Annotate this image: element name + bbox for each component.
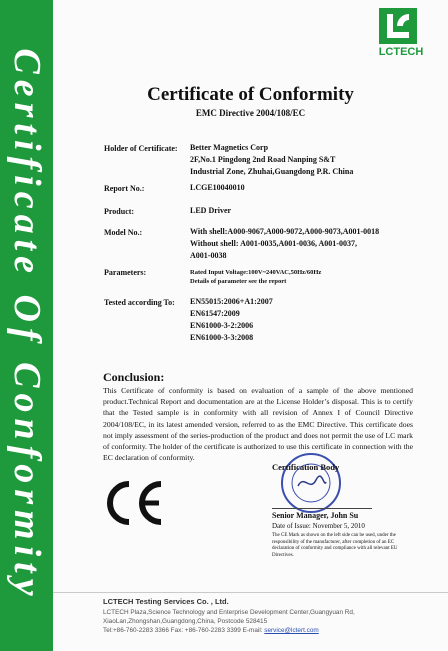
holder-line: 2F,No.1 Pingdong 2nd Road Nanping S&T (190, 155, 336, 164)
product-value: LED Driver (190, 206, 232, 215)
model-value (190, 226, 379, 262)
conclusion-text: This Certificate of conformity is based on evaluation of a sample of the above mentioned product.Technical Report and documentation are at the License Holder’s disposal. This is to certify that the Tested sample is in conformity with all revision of Annex I of Council Directive 2004/108/EC, in its latest amended version, referred to as the EMC Directive. This certificate does not imply assessment of the series-production of the product and does not permit the use of LC mark of conformity. The holder of the certificate is authorized to use this certificate in connection with the EC declaration of conformity. (103, 386, 413, 463)
parameters-value (190, 268, 321, 286)
lctech-logo-icon (379, 8, 417, 44)
footer-contact-text: Tel:+86-760-2283 3366 Fax: +86-760-2283 3399 E-mail: (103, 627, 265, 634)
certification-body-label: Certification Body (272, 462, 340, 472)
holder-line: Industrial Zone, Zhuhai,Guangdong P.R. China (190, 167, 354, 176)
model-label: Model No.: (104, 228, 143, 237)
holder-line: Better Magnetics Corp (190, 143, 269, 152)
footer-address-1: LCTECH Plaza,Science Technology and Enterprise Development Center,Guangyuan Rd, (103, 609, 355, 616)
tested-label: Tested according To: (104, 298, 175, 307)
standard-line: EN55015:2006+A1:2007 (190, 297, 273, 306)
footer-address-2: XiaoLan,Zhongshan,Guangdong,China, Postcode 528415 (103, 618, 268, 625)
page-subtitle: EMC Directive 2004/108/EC (195, 108, 306, 118)
standard-line: EN61000-3-2:2006 (190, 321, 254, 330)
tested-value (190, 296, 273, 344)
footer-company: LCTECH Testing Services Co. , Ltd. (103, 597, 229, 606)
model-line: With shell:A000-9067,A000-9072,A000-9073,A001-0018 (190, 227, 380, 236)
parameters-line: Rated Input Voltage:100V~240VAC,50Hz/60Hz (190, 269, 322, 276)
parameters-line: Details of parameter see the report (190, 278, 287, 285)
ce-mark (104, 480, 166, 526)
page-title: Certificate of Conformity (147, 84, 354, 105)
footer-email-link[interactable]: service@lctert.com (264, 627, 319, 634)
signature-line (272, 508, 372, 509)
signer-name: Senior Manager, John Su (272, 511, 359, 520)
issue-date: Date of Issue: November 5, 2010 (272, 522, 365, 530)
model-line: A001-0038 (190, 251, 227, 260)
conclusion-title: Conclusion: (103, 370, 165, 384)
model-line: Without shell: A001-0035,A001-0036, A001-0037, (190, 239, 357, 248)
footer-divider (53, 592, 448, 593)
footer-contact (103, 627, 319, 634)
standard-line: EN61000-3-3:2008 (190, 333, 254, 342)
holder-value (190, 142, 353, 178)
lctech-logo (369, 8, 429, 62)
ce-mark-note: The CE Mark as shown on the left side can be used, under the responsibility of the manufacturer, after completion of an EC declaration of conformity and compliance with all relevant EU Directives. (272, 533, 398, 558)
lctech-logo-text: LCTECH (378, 46, 424, 58)
report-value: LCGE10040010 (190, 183, 245, 192)
side-banner-text: Certificate Of Conformity (6, 48, 48, 602)
parameters-label: Parameters: (104, 268, 147, 277)
product-label: Product: (104, 207, 135, 216)
side-banner (0, 0, 53, 651)
holder-label: Holder of Certificate: (104, 144, 178, 153)
standard-line: EN61547:2009 (190, 309, 240, 318)
report-label: Report No.: (104, 184, 145, 193)
